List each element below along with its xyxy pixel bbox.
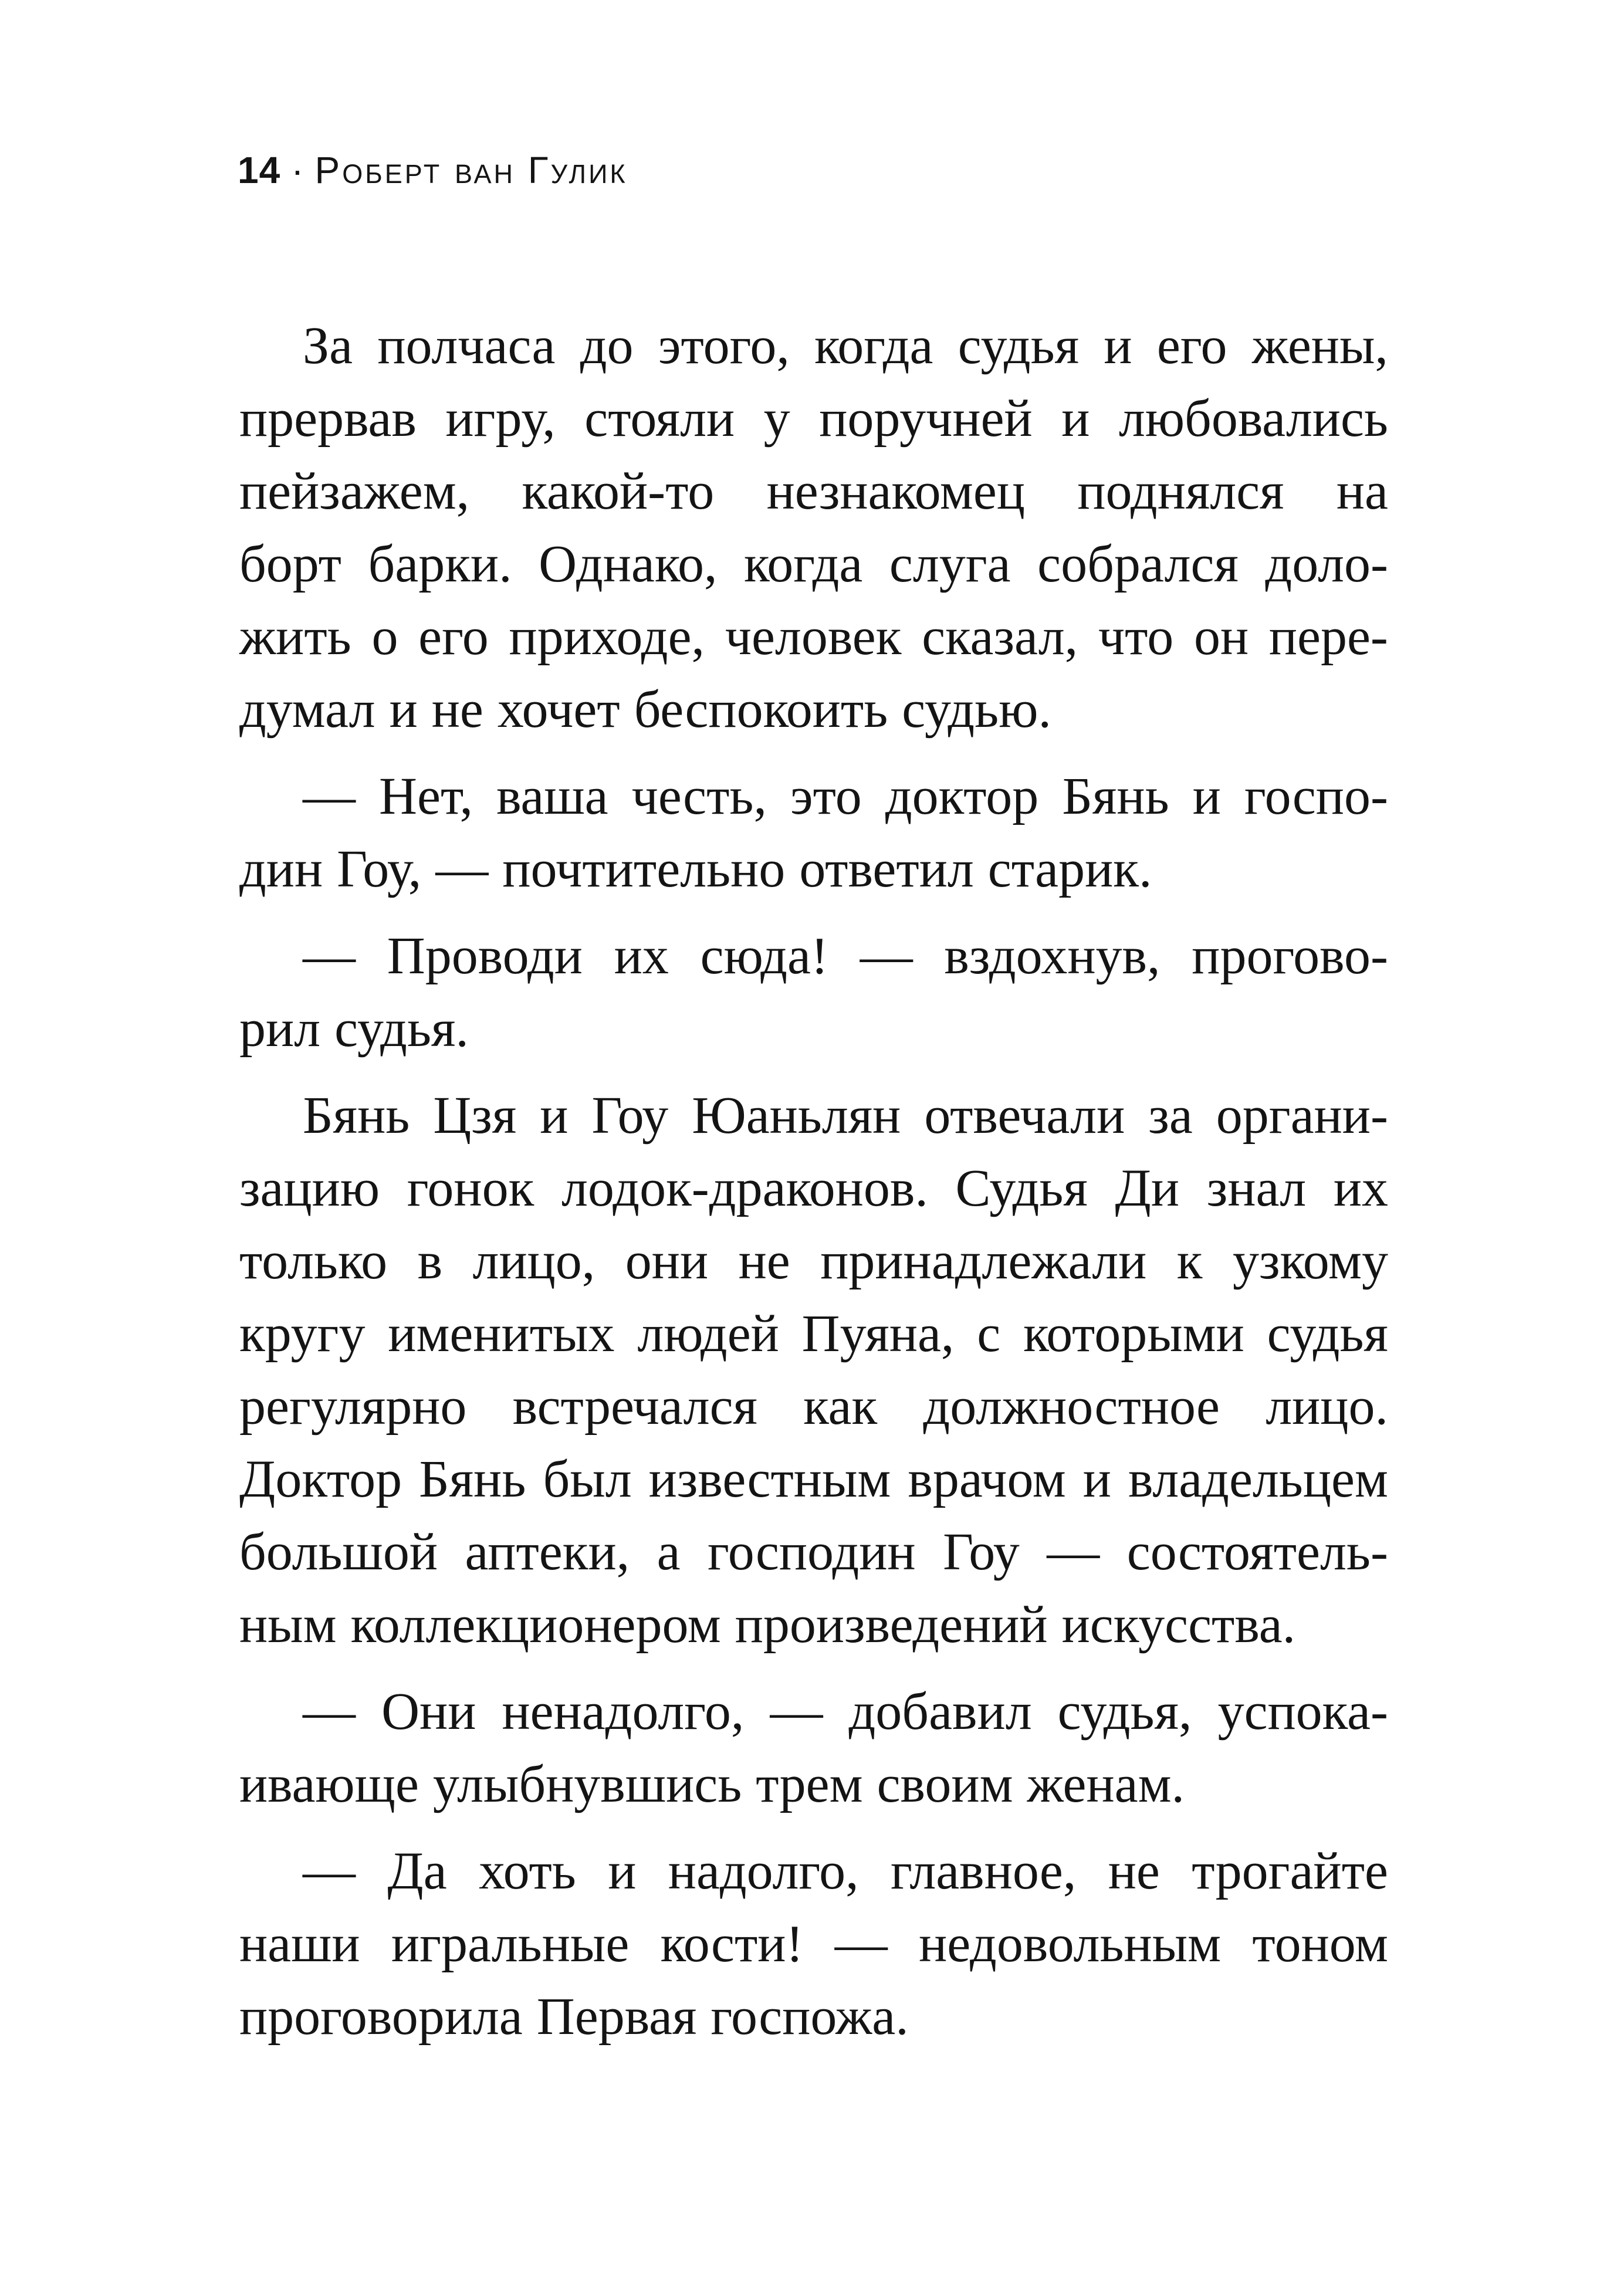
word: борт [239, 535, 341, 593]
word: пере- [1268, 608, 1388, 666]
word: думал [239, 681, 375, 739]
word: любовались [1118, 390, 1388, 448]
word: поднялся [1077, 462, 1284, 520]
word: коллекционером [350, 1596, 721, 1654]
word: Бянь [303, 1087, 410, 1145]
word: и [1061, 390, 1090, 448]
word: — [303, 1683, 356, 1741]
word: За [303, 317, 353, 375]
word: его [418, 608, 489, 666]
text-line [239, 1516, 1388, 1589]
word: зацию [239, 1159, 380, 1217]
word: знал [1206, 1159, 1307, 1217]
word: жить [239, 608, 351, 666]
word: на [1336, 462, 1388, 520]
text-line [239, 993, 1388, 1065]
word: полчаса [377, 317, 556, 375]
word: проговорила [239, 1988, 523, 2046]
word: как [803, 1377, 878, 1436]
body-text [239, 310, 1388, 2053]
word: человек [725, 608, 902, 666]
word: и [389, 681, 418, 739]
word: пейзажем, [239, 462, 470, 520]
word: господин [708, 1523, 916, 1581]
word: — [303, 767, 356, 825]
word: кости! [660, 1915, 804, 1973]
word: старик. [987, 840, 1152, 898]
word: судья. [334, 1000, 469, 1058]
text-line [239, 1443, 1388, 1516]
word: не [738, 1232, 790, 1290]
word: собрался [1037, 535, 1239, 593]
text-line [239, 833, 1388, 906]
text-line [239, 1835, 1388, 1908]
text-line [239, 1981, 1388, 2053]
word: наши [239, 1915, 360, 1973]
text-line [239, 601, 1388, 673]
word: это [790, 767, 862, 825]
running-head-author: Роберт ван Гулик [314, 149, 628, 191]
word: добавил [848, 1683, 1032, 1741]
word: беспокоить [634, 681, 888, 739]
word: — [303, 1842, 356, 1900]
word: честь, [631, 767, 767, 825]
word: лодок-драконов. [561, 1159, 928, 1217]
word: Проводи [387, 927, 583, 985]
word: они [625, 1232, 709, 1290]
word: успока- [1217, 1683, 1388, 1741]
text-line [239, 1225, 1388, 1298]
word: большой [239, 1523, 438, 1581]
word: у [763, 390, 790, 448]
word: в [417, 1232, 443, 1290]
word: Бянь [419, 1450, 526, 1508]
word: узкому [1233, 1232, 1388, 1290]
word: Да [387, 1842, 447, 1900]
text-line [239, 760, 1388, 833]
word: их [614, 927, 669, 985]
word: только [239, 1232, 388, 1290]
word: которыми [1023, 1305, 1244, 1363]
word: известным [648, 1450, 891, 1508]
word: встречался [512, 1377, 757, 1436]
text-line [239, 1589, 1388, 1661]
word: сказал, [922, 608, 1078, 666]
word: вздохнув, [944, 927, 1161, 985]
text-line [239, 1370, 1388, 1443]
word: отвечали [924, 1087, 1125, 1145]
word: Доктор [239, 1450, 402, 1508]
word: с [977, 1305, 1001, 1363]
word: — [770, 1683, 823, 1741]
word: судья, [1057, 1683, 1192, 1741]
word: этого, [658, 317, 790, 375]
word: почтительно [502, 840, 786, 898]
word: судью. [902, 681, 1051, 739]
text-line [239, 1079, 1388, 1152]
word: трогайте [1192, 1842, 1388, 1900]
word: и [540, 1087, 569, 1145]
word: хоть [479, 1842, 576, 1900]
word: должностное [923, 1377, 1220, 1436]
word: Нет, [379, 767, 473, 825]
word: и [1192, 767, 1221, 825]
word: он [1193, 608, 1249, 666]
word: именитых [388, 1305, 615, 1363]
word: дин [239, 840, 323, 898]
text-line [239, 920, 1388, 993]
word: стояли [584, 390, 735, 448]
word: Они [381, 1683, 476, 1741]
word: регулярно [239, 1377, 467, 1436]
word: Судья [955, 1159, 1088, 1217]
word: за [1148, 1087, 1193, 1145]
word: их [1333, 1159, 1388, 1217]
word: Бянь [1062, 767, 1169, 825]
text-line [239, 1152, 1388, 1225]
word: ваша [496, 767, 608, 825]
word: приходе, [509, 608, 705, 666]
text-line [239, 1748, 1388, 1821]
word: надолго, [668, 1842, 859, 1900]
word: жены, [1251, 317, 1388, 375]
word: ивающе [239, 1755, 419, 1813]
word: ответил [799, 840, 974, 898]
word: лицо, [472, 1232, 596, 1290]
word: когда [814, 317, 933, 375]
word: и [1104, 317, 1132, 375]
word: и [608, 1842, 637, 1900]
word: ненадолго, [502, 1683, 745, 1741]
word: владельцем [1128, 1450, 1388, 1508]
word: прервав [239, 390, 417, 448]
word: аптеки, [465, 1523, 630, 1581]
word: улыбнувшись [432, 1755, 742, 1813]
text-line [239, 310, 1388, 383]
word: — [435, 840, 489, 898]
word: Пуяна, [801, 1305, 955, 1363]
text-line [239, 1908, 1388, 1981]
word: рил [239, 1000, 321, 1058]
word: а [657, 1523, 681, 1581]
text-line [239, 455, 1388, 528]
word: принадлежали [820, 1232, 1147, 1290]
word: Гоу [591, 1087, 669, 1145]
word: — [860, 927, 913, 985]
word: своим [877, 1755, 1013, 1813]
word: прогово- [1192, 927, 1388, 985]
text-line [239, 383, 1388, 455]
running-head-separator: · [291, 149, 304, 191]
word: Первая [536, 1988, 697, 2046]
word: был [543, 1450, 632, 1508]
word: главное, [890, 1842, 1077, 1900]
text-line [239, 528, 1388, 601]
word: какой-то [522, 462, 715, 520]
word: доктор [885, 767, 1039, 825]
word: незнакомец [766, 462, 1025, 520]
word: Гоу [943, 1523, 1020, 1581]
word: кругу [239, 1305, 366, 1363]
word: женам. [1027, 1755, 1185, 1813]
text-line [239, 673, 1388, 746]
word: искусства. [1061, 1596, 1296, 1654]
word: врачом [908, 1450, 1066, 1508]
word: когда [744, 535, 863, 593]
word: и [1082, 1450, 1111, 1508]
word: Гоу, [337, 840, 422, 898]
word: гонок [407, 1159, 534, 1217]
text-line [239, 1676, 1388, 1748]
word: трем [756, 1755, 863, 1813]
word: людей [637, 1305, 779, 1363]
word: — [303, 927, 356, 985]
word: не [431, 681, 483, 739]
word: поручней [819, 390, 1033, 448]
word: — [1047, 1523, 1100, 1581]
word: госпо- [1244, 767, 1388, 825]
word: состоятель- [1126, 1523, 1388, 1581]
word: произведений [735, 1596, 1048, 1654]
word: тоном [1252, 1915, 1388, 1973]
word: — [834, 1915, 888, 1973]
running-head [238, 144, 628, 197]
word: лицо. [1266, 1377, 1388, 1436]
word: что [1098, 608, 1174, 666]
word: не [1108, 1842, 1160, 1900]
word: до [580, 317, 634, 375]
word: его [1156, 317, 1227, 375]
word: о [371, 608, 398, 666]
word: Юаньлян [692, 1087, 901, 1145]
text-line [239, 1298, 1388, 1370]
word: органи- [1216, 1087, 1388, 1145]
word: барки. [368, 535, 512, 593]
word: игру, [445, 390, 556, 448]
word: слуга [889, 535, 1011, 593]
word: ным [239, 1596, 337, 1654]
word: Ди [1115, 1159, 1180, 1217]
word: доло- [1265, 535, 1388, 593]
word: недовольным [919, 1915, 1222, 1973]
word: судья [958, 317, 1080, 375]
word: игральные [391, 1915, 630, 1973]
word: сюда! [700, 927, 828, 985]
word: хочет [497, 681, 620, 739]
word: Цзя [433, 1087, 517, 1145]
page-number: 14 [238, 149, 281, 191]
word: к [1176, 1232, 1203, 1290]
word: судья [1267, 1305, 1388, 1363]
word: Однако, [539, 535, 718, 593]
word: госпожа. [710, 1988, 909, 2046]
